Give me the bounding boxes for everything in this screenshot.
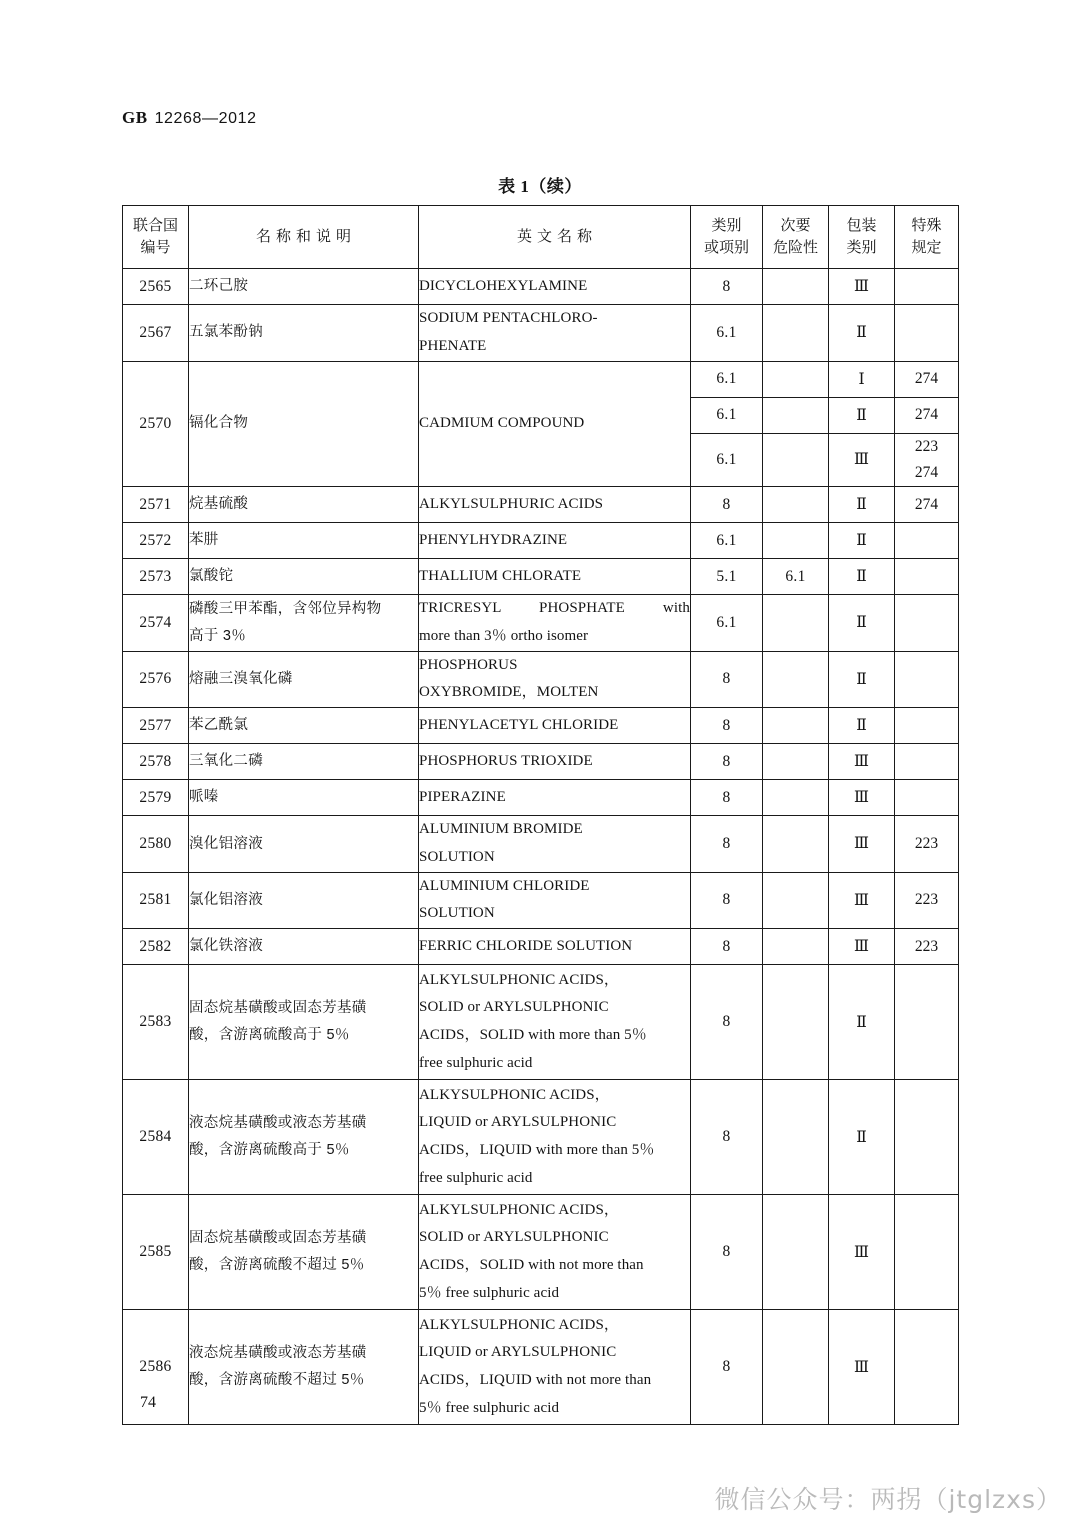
- cell-packing-group: Ⅱ: [829, 1080, 895, 1195]
- dangerous-goods-table-container: [122, 205, 958, 1425]
- cell-subsidiary-risk: [763, 708, 829, 744]
- cell-class-or-division: 6.1: [691, 595, 763, 652]
- cell-un-number: 2580: [123, 816, 189, 873]
- page-number: 74: [140, 1394, 156, 1411]
- cell-chinese-name: 固态烷基磺酸或固态芳基磺 酸，含游离硫酸高于 5％: [189, 965, 419, 1080]
- cell-packing-group: Ⅲ: [829, 780, 895, 816]
- cell-packing-group: Ⅲ: [829, 433, 895, 487]
- cell-english-name: ALUMINIUM CHLORIDE SOLUTION: [419, 872, 691, 929]
- cell-chinese-name: 哌嗪: [189, 780, 419, 816]
- cell-class-or-division: 8: [691, 1195, 763, 1310]
- standard-prefix: GB: [122, 108, 148, 127]
- table-row: [123, 523, 959, 559]
- cell-subsidiary-risk: [763, 361, 829, 397]
- cell-english-name: ALKYLSULPHURIC ACIDS: [419, 487, 691, 523]
- cell-un-number: 2581: [123, 872, 189, 929]
- cell-class-or-division: 8: [691, 1310, 763, 1425]
- cell-packing-group: Ⅲ: [829, 872, 895, 929]
- table-row: [123, 708, 959, 744]
- cell-packing-group: Ⅱ: [829, 559, 895, 595]
- table-row: [123, 1310, 959, 1425]
- cell-subsidiary-risk: [763, 305, 829, 362]
- cell-chinese-name: 熔融三溴氧化磷: [189, 651, 419, 708]
- cell-chinese-name: 苯乙酰氯: [189, 708, 419, 744]
- cell-chinese-name: 氯化铁溶液: [189, 929, 419, 965]
- column-header-class: 类别 或项别: [691, 206, 763, 269]
- dangerous-goods-table: [122, 205, 959, 1425]
- cell-un-number: 2571: [123, 487, 189, 523]
- cell-class-or-division: 8: [691, 872, 763, 929]
- cell-special-provisions: [895, 523, 959, 559]
- cell-special-provisions: [895, 305, 959, 362]
- cell-class-or-division: 6.1: [691, 361, 763, 397]
- cell-packing-group: Ⅰ: [829, 361, 895, 397]
- cell-special-provisions: [895, 269, 959, 305]
- cell-english-name: FERRIC CHLORIDE SOLUTION: [419, 929, 691, 965]
- cell-chinese-name: 镉化合物: [189, 361, 419, 487]
- table-row: [123, 780, 959, 816]
- cell-packing-group: Ⅲ: [829, 1310, 895, 1425]
- cell-un-number: 2567: [123, 305, 189, 362]
- cell-packing-group: Ⅱ: [829, 595, 895, 652]
- cell-chinese-name: 二环己胺: [189, 269, 419, 305]
- cell-english-name: CADMIUM COMPOUND: [419, 361, 691, 487]
- cell-chinese-name: 液态烷基磺酸或液态芳基磺 酸，含游离硫酸高于 5％: [189, 1080, 419, 1195]
- cell-class-or-division: 8: [691, 1080, 763, 1195]
- column-header-chinese-name: 名称和说明: [189, 206, 419, 269]
- cell-class-or-division: 6.1: [691, 433, 763, 487]
- cell-special-provisions: [895, 965, 959, 1080]
- cell-packing-group: Ⅲ: [829, 1195, 895, 1310]
- cell-english-name: PHOSPHORUS OXYBROMIDE，MOLTEN: [419, 651, 691, 708]
- cell-special-provisions: 274: [895, 487, 959, 523]
- cell-class-or-division: 5.1: [691, 559, 763, 595]
- cell-un-number: 2586: [123, 1310, 189, 1425]
- cell-chinese-name: 三氧化二磷: [189, 744, 419, 780]
- cell-packing-group: Ⅱ: [829, 487, 895, 523]
- cell-special-provisions: 274: [895, 397, 959, 433]
- cell-special-provisions: [895, 1195, 959, 1310]
- cell-chinese-name: 固态烷基磺酸或固态芳基磺 酸，含游离硫酸不超过 5％: [189, 1195, 419, 1310]
- standard-number: 12268—2012: [154, 110, 257, 127]
- cell-english-name: PHENYLHYDRAZINE: [419, 523, 691, 559]
- column-header-un-number: 联合国 编号: [123, 206, 189, 269]
- cell-subsidiary-risk: 6.1: [763, 559, 829, 595]
- cell-subsidiary-risk: [763, 780, 829, 816]
- cell-special-provisions: [895, 744, 959, 780]
- cell-chinese-name: 苯肼: [189, 523, 419, 559]
- cell-un-number: 2573: [123, 559, 189, 595]
- document-standard-header: [122, 108, 257, 128]
- cell-english-name: PHOSPHORUS TRIOXIDE: [419, 744, 691, 780]
- cell-packing-group: Ⅱ: [829, 523, 895, 559]
- watermark-text: 微信公众号：两拐（jtglzxs）: [714, 1485, 1062, 1514]
- column-header-packing-group: 包装 类别: [829, 206, 895, 269]
- cell-special-provisions: 223: [895, 816, 959, 873]
- cell-english-name: ALKYSULPHONIC ACIDS， LIQUID or ARYLSULPHONIC ACIDS，LIQUID with more than 5％ free sulphuric acid: [419, 1080, 691, 1195]
- cell-chinese-name: 溴化铝溶液: [189, 816, 419, 873]
- cell-class-or-division: 6.1: [691, 305, 763, 362]
- cell-chinese-name: 氯化铝溶液: [189, 872, 419, 929]
- cell-english-name: DICYCLOHEXYLAMINE: [419, 269, 691, 305]
- cell-un-number: 2584: [123, 1080, 189, 1195]
- cell-special-provisions: [895, 780, 959, 816]
- cell-subsidiary-risk: [763, 816, 829, 873]
- cell-packing-group: Ⅱ: [829, 305, 895, 362]
- cell-class-or-division: 8: [691, 780, 763, 816]
- cell-english-name: ALKYLSULPHONIC ACIDS， SOLID or ARYLSULPHONIC ACIDS，SOLID with not more than 5％ free sulphuric acid: [419, 1195, 691, 1310]
- table-row: [123, 361, 959, 397]
- cell-un-number: 2578: [123, 744, 189, 780]
- cell-un-number: 2583: [123, 965, 189, 1080]
- cell-un-number: 2582: [123, 929, 189, 965]
- cell-class-or-division: 8: [691, 487, 763, 523]
- cell-un-number: 2565: [123, 269, 189, 305]
- cell-class-or-division: 8: [691, 929, 763, 965]
- cell-packing-group: Ⅲ: [829, 816, 895, 873]
- cell-special-provisions: [895, 595, 959, 652]
- cell-subsidiary-risk: [763, 965, 829, 1080]
- cell-chinese-name: 五氯苯酚钠: [189, 305, 419, 362]
- cell-chinese-name: 磷酸三甲苯酯，含邻位异构物 高于 3％: [189, 595, 419, 652]
- table-row: [123, 1080, 959, 1195]
- cell-subsidiary-risk: [763, 744, 829, 780]
- cell-class-or-division: 6.1: [691, 397, 763, 433]
- cell-subsidiary-risk: [763, 523, 829, 559]
- cell-un-number: 2572: [123, 523, 189, 559]
- table-row: [123, 816, 959, 873]
- cell-chinese-name: 氯酸铊: [189, 559, 419, 595]
- cell-subsidiary-risk: [763, 433, 829, 487]
- cell-subsidiary-risk: [763, 1310, 829, 1425]
- cell-english-name: PHENYLACETYL CHLORIDE: [419, 708, 691, 744]
- cell-un-number: 2585: [123, 1195, 189, 1310]
- table-row: [123, 559, 959, 595]
- cell-english-name: TRICRESYL PHOSPHATE with more than 3％ ortho isomer: [419, 595, 691, 652]
- cell-subsidiary-risk: [763, 1080, 829, 1195]
- cell-subsidiary-risk: [763, 872, 829, 929]
- table-row: [123, 269, 959, 305]
- table-row: [123, 1195, 959, 1310]
- table-header-row: [123, 206, 959, 269]
- cell-class-or-division: 8: [691, 651, 763, 708]
- cell-english-name: ALKYLSULPHONIC ACIDS， LIQUID or ARYLSULPHONIC ACIDS，LIQUID with not more than 5％ free sulphuric acid: [419, 1310, 691, 1425]
- cell-packing-group: Ⅲ: [829, 269, 895, 305]
- cell-un-number: 2579: [123, 780, 189, 816]
- cell-subsidiary-risk: [763, 595, 829, 652]
- cell-packing-group: Ⅱ: [829, 397, 895, 433]
- cell-special-provisions: [895, 708, 959, 744]
- cell-packing-group: Ⅲ: [829, 929, 895, 965]
- cell-chinese-name: 液态烷基磺酸或液态芳基磺 酸，含游离硫酸不超过 5％: [189, 1310, 419, 1425]
- cell-english-name: THALLIUM CHLORATE: [419, 559, 691, 595]
- cell-class-or-division: 8: [691, 708, 763, 744]
- cell-un-number: 2577: [123, 708, 189, 744]
- table-row: [123, 651, 959, 708]
- table-caption: 表 1（续）: [498, 177, 582, 196]
- cell-subsidiary-risk: [763, 269, 829, 305]
- cell-english-name: ALUMINIUM BROMIDE SOLUTION: [419, 816, 691, 873]
- cell-class-or-division: 8: [691, 965, 763, 1080]
- cell-special-provisions: [895, 651, 959, 708]
- cell-class-or-division: 8: [691, 269, 763, 305]
- cell-class-or-division: 8: [691, 744, 763, 780]
- cell-packing-group: Ⅲ: [829, 744, 895, 780]
- column-header-subsidiary-risk: 次要 危险性: [763, 206, 829, 269]
- table-row: [123, 305, 959, 362]
- cell-special-provisions: 223: [895, 872, 959, 929]
- cell-special-provisions: [895, 559, 959, 595]
- cell-packing-group: Ⅱ: [829, 708, 895, 744]
- table-row: [123, 929, 959, 965]
- cell-english-name: ALKYLSULPHONIC ACIDS， SOLID or ARYLSULPHONIC ACIDS，SOLID with more than 5％ free sulphuric acid: [419, 965, 691, 1080]
- cell-subsidiary-risk: [763, 487, 829, 523]
- cell-special-provisions: [895, 1080, 959, 1195]
- cell-chinese-name: 烷基硫酸: [189, 487, 419, 523]
- cell-special-provisions: 223: [895, 929, 959, 965]
- cell-subsidiary-risk: [763, 397, 829, 433]
- cell-subsidiary-risk: [763, 1195, 829, 1310]
- cell-english-name: PIPERAZINE: [419, 780, 691, 816]
- table-row: [123, 872, 959, 929]
- table-row: [123, 965, 959, 1080]
- column-header-english-name: 英文名称: [419, 206, 691, 269]
- cell-special-provisions: [895, 1310, 959, 1425]
- cell-packing-group: Ⅱ: [829, 965, 895, 1080]
- cell-packing-group: Ⅱ: [829, 651, 895, 708]
- table-row: [123, 595, 959, 652]
- table-body: [123, 206, 959, 1425]
- table-row: [123, 744, 959, 780]
- cell-un-number: 2570: [123, 361, 189, 487]
- column-header-special-provisions: 特殊 规定: [895, 206, 959, 269]
- table-row: [123, 487, 959, 523]
- cell-subsidiary-risk: [763, 929, 829, 965]
- cell-un-number: 2574: [123, 595, 189, 652]
- cell-english-name: SODIUM PENTACHLORO- PHENATE: [419, 305, 691, 362]
- cell-un-number: 2576: [123, 651, 189, 708]
- cell-subsidiary-risk: [763, 651, 829, 708]
- cell-special-provisions: 274: [895, 361, 959, 397]
- cell-class-or-division: 8: [691, 816, 763, 873]
- cell-class-or-division: 6.1: [691, 523, 763, 559]
- cell-special-provisions: 223 274: [895, 433, 959, 487]
